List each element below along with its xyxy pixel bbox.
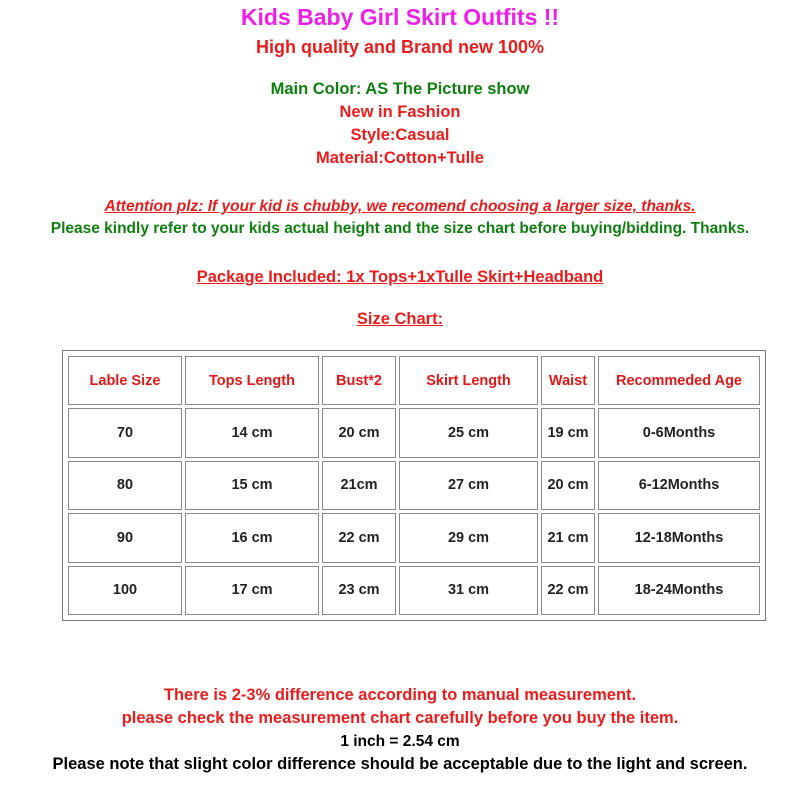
table-cell: 29 cm bbox=[399, 513, 538, 562]
table-cell: 21cm bbox=[322, 461, 396, 510]
table-cell: 80 bbox=[68, 461, 182, 510]
main-color-text: Main Color: AS The Picture show bbox=[270, 80, 530, 98]
table-cell: 22 cm bbox=[322, 513, 396, 562]
refer-note: Please kindly refer to your kids actual height and the size chart before buying/bidding. Thanks. bbox=[50, 220, 750, 237]
table-row bbox=[68, 513, 760, 562]
table-cell: 15 cm bbox=[185, 461, 319, 510]
check-note: please check the measurement chart carefully before you buy the item. bbox=[121, 709, 679, 727]
table-cell: 12-18Months bbox=[598, 513, 760, 562]
page-subtitle: High quality and Brand new 100% bbox=[255, 37, 545, 57]
table-cell: 100 bbox=[68, 566, 182, 615]
table-cell: 16 cm bbox=[185, 513, 319, 562]
table-cell: 20 cm bbox=[322, 408, 396, 457]
header-cell: Recommeded Age bbox=[598, 356, 760, 405]
table-row bbox=[68, 566, 760, 615]
header-cell: Tops Length bbox=[185, 356, 319, 405]
table-cell: 17 cm bbox=[185, 566, 319, 615]
table-cell: 19 cm bbox=[541, 408, 595, 457]
table-cell: 90 bbox=[68, 513, 182, 562]
table-cell: 25 cm bbox=[399, 408, 538, 457]
style-text: Style:Casual bbox=[350, 126, 450, 144]
table-cell: 70 bbox=[68, 408, 182, 457]
table-cell: 0-6Months bbox=[598, 408, 760, 457]
color-difference-note: Please note that slight color difference should be acceptable due to the light and screen. bbox=[52, 755, 748, 773]
table-row bbox=[68, 408, 760, 457]
header-cell: Lable Size bbox=[68, 356, 182, 405]
package-included: Package Included: 1x Tops+1xTulle Skirt+Headband bbox=[196, 268, 604, 286]
page-title: Kids Baby Girl Skirt Outfits !! bbox=[240, 4, 560, 30]
table-cell: 23 cm bbox=[322, 566, 396, 615]
difference-note: There is 2-3% difference according to manual measurement. bbox=[163, 686, 637, 704]
table-cell: 31 cm bbox=[399, 566, 538, 615]
table-row bbox=[68, 461, 760, 510]
fashion-text: New in Fashion bbox=[339, 103, 461, 121]
table-header-row bbox=[68, 356, 760, 405]
table-cell: 20 cm bbox=[541, 461, 595, 510]
header-cell: Bust*2 bbox=[322, 356, 396, 405]
material-text: Material:Cotton+Tulle bbox=[316, 149, 484, 167]
table-cell: 21 cm bbox=[541, 513, 595, 562]
table-cell: 14 cm bbox=[185, 408, 319, 457]
header-cell: Waist bbox=[541, 356, 595, 405]
table-cell: 27 cm bbox=[399, 461, 538, 510]
table-cell: 6-12Months bbox=[598, 461, 760, 510]
table-cell: 22 cm bbox=[541, 566, 595, 615]
inch-conversion: 1 inch = 2.54 cm bbox=[340, 733, 460, 750]
size-table bbox=[65, 353, 763, 618]
header-cell: Skirt Length bbox=[399, 356, 538, 405]
table-cell: 18-24Months bbox=[598, 566, 760, 615]
size-chart-label: Size Chart: bbox=[356, 310, 444, 328]
size-chart bbox=[62, 350, 766, 621]
attention-note: Attention plz: If your kid is chubby, we recomend choosing a larger size, thanks. bbox=[104, 198, 696, 215]
